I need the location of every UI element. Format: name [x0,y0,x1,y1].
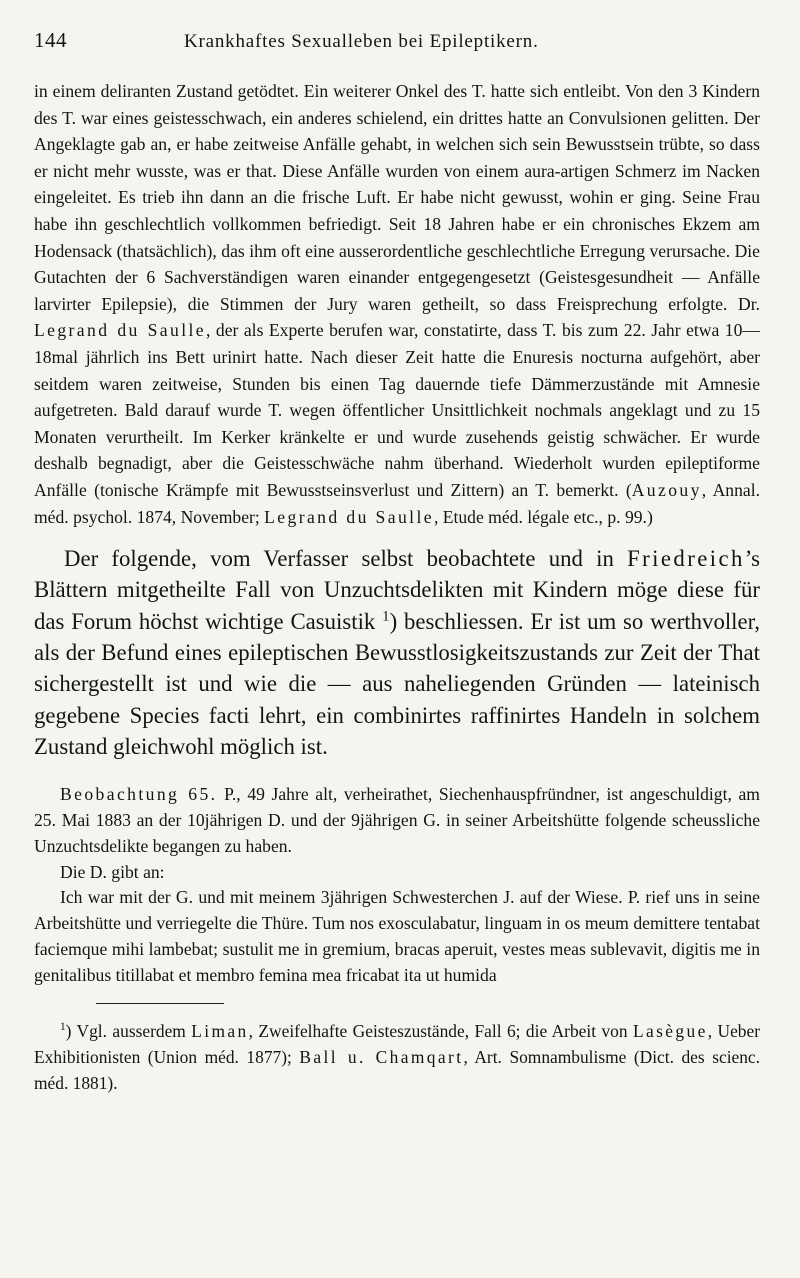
author-name: Ball u. Chamqart [299,1046,464,1067]
footnote-mark: 1 [60,1020,66,1033]
running-title: Krankhaftes Sexualleben bei Epileptikern. [184,31,539,52]
text-run: Der folgende, vom Verfasser selbst beobachtete und in [64,546,628,572]
footnote [34,1018,760,1096]
footnote-divider [96,1003,224,1004]
text-run: in einem deliranten Zustand getödtet. Ein weiterer Onkel des T. hatte sich entleibt. Von den 3 Kindern des T. war eines geistesschwach, ein anderes schielend, ein drittes hatte an Convulsionen gelitten. Der Angeklagte gab an, er habe zeitweise Anfälle gehabt, in welchen sich sein Bewusstsein trübte, so dass er nicht mehr wusste, was er that. Diese Anfälle wurden von einem aura-artigen Schmerz im Nacken eingeleitet. Es trieb ihn dann an die frische Luft. Er habe nicht gewusst, wohin er ging. Seine Frau habe ihn geschlechtlich vollkommen befriedigt. Seit 18 Jahren habe er ein chronisches Ekzem am Hodensack (thatsächlich), das ihm oft eine ausserordentliche geschlechtliche Erregung verursache. Die Gutachten der 6 Sachverständigen waren einander entgegengesetzt (Geistesgesundheit — Anfälle larvirter Epilepsie), die Stimmen der Jury waren getheilt, so dass Freisprechung erfolgte. Dr. [34,81,760,314]
text-run: ’s Blättern mitgetheilte Fall von Unzuchtsdelikten mit Kindern möge diese für das Forum höchst wichtige Casuistik [34,546,760,634]
text-run: P., 49 Jahre alt, verheirathet, Siechenhauspfründner, ist angeschuldigt, am 25. Mai 1883 an der 10jährigen D. und der 9jährigen G. in seiner Arbeitshütte folgende scheussliche Unzuchtsdelikte begangen zu haben. [34,784,760,856]
text-run: , Art. Somnambulisme (Dict. des scienc. méd. 1881). [34,1046,761,1093]
case-continuation-paragraph [34,78,760,530]
author-name: Auzouy [631,479,702,500]
observation-65 [34,782,760,988]
author-name: Legrand du Saulle [264,506,434,527]
paragraph-text [34,543,760,762]
author-name: Friedreich [627,546,745,572]
text-run: , Etude méd. légale etc., p. 99.) [433,506,653,527]
testimony-text: Ich war mit der G. und mit meinem 3jährigen Schwesterchen J. auf der Wiese. P. rief uns in seine Arbeitshütte und verriegelte die Thüre. Tum nos exosculabatur, linguam in os meum demittere tentabat faciemque mihi lambebat; sustulit me in gremium, bracas aperuit, vestes meas sublevavit, digitis me in genitalibus titillabat et membro femina mea fricabat ita ut humida [34,887,760,985]
text-run: , Zweifelhafte Geisteszustände, Fall 6; die Arbeit von [248,1020,633,1041]
text-run: , Annal. méd. psychol. 1874, November; [34,479,760,527]
intro-paragraph [34,543,760,762]
text-run: ) beschliessen. Er ist um so werthvoller, als der Befund eines epileptischen Bewusstlosigkeitszustands zur Zeit der That sichergestellt ist und wie die — aus naheliegenden Gründen — lateinisch gegebene Species facti lehrt, ein combinirtes raffinirtes Handeln in solchem Zustand gleichwohl möglich ist. [34,608,761,759]
text-run: ) Vgl. ausserdem [65,1020,192,1041]
author-name: Liman [191,1020,249,1041]
observation-text [34,782,760,859]
author-name: Lasègue [632,1020,708,1041]
footnote-reference[interactable]: 1 [382,608,390,625]
text-run: , Ueber Exhibitionisten (Union méd. 1877); [34,1020,760,1067]
text-run: , der als Experte berufen war, constatirte, dass T. bis zum 22. Jahr etwa 10—18mal jährlich ins Bett urinirt hatte. Nach dieser Zeit hatte die Enuresis nocturna aufgehört, aber seitdem waren zeitweise, Stunden bis einen Tag dauernde tiefe Dämmerzustände mit Amnesie aufgetreten. Bald darauf wurde T. wegen öffentlicher Unsittlichkeit nochmals angeklagt und zu 15 Monaten verurtheilt. Im Kerker kränkelte er und wurde zusehends geistig schwächer. Er wurde deshalb begnadigt, aber die Geistesschwäche nahm überhand. Wiederholt wurden epileptiforme Anfälle (tonische Krämpfe mit Bewusstseinsverlust und Zittern) an T. bemerkt. ( [34,320,760,500]
paragraph-text [34,78,760,530]
footnote-text [34,1018,760,1096]
author-name: Legrand du Saulle [34,320,206,341]
observation-label: Beobachtung 65. [60,784,218,805]
running-header [34,28,760,66]
page-number: 144 [34,28,67,52]
testimony-intro: Die D. gibt an: [60,861,165,882]
